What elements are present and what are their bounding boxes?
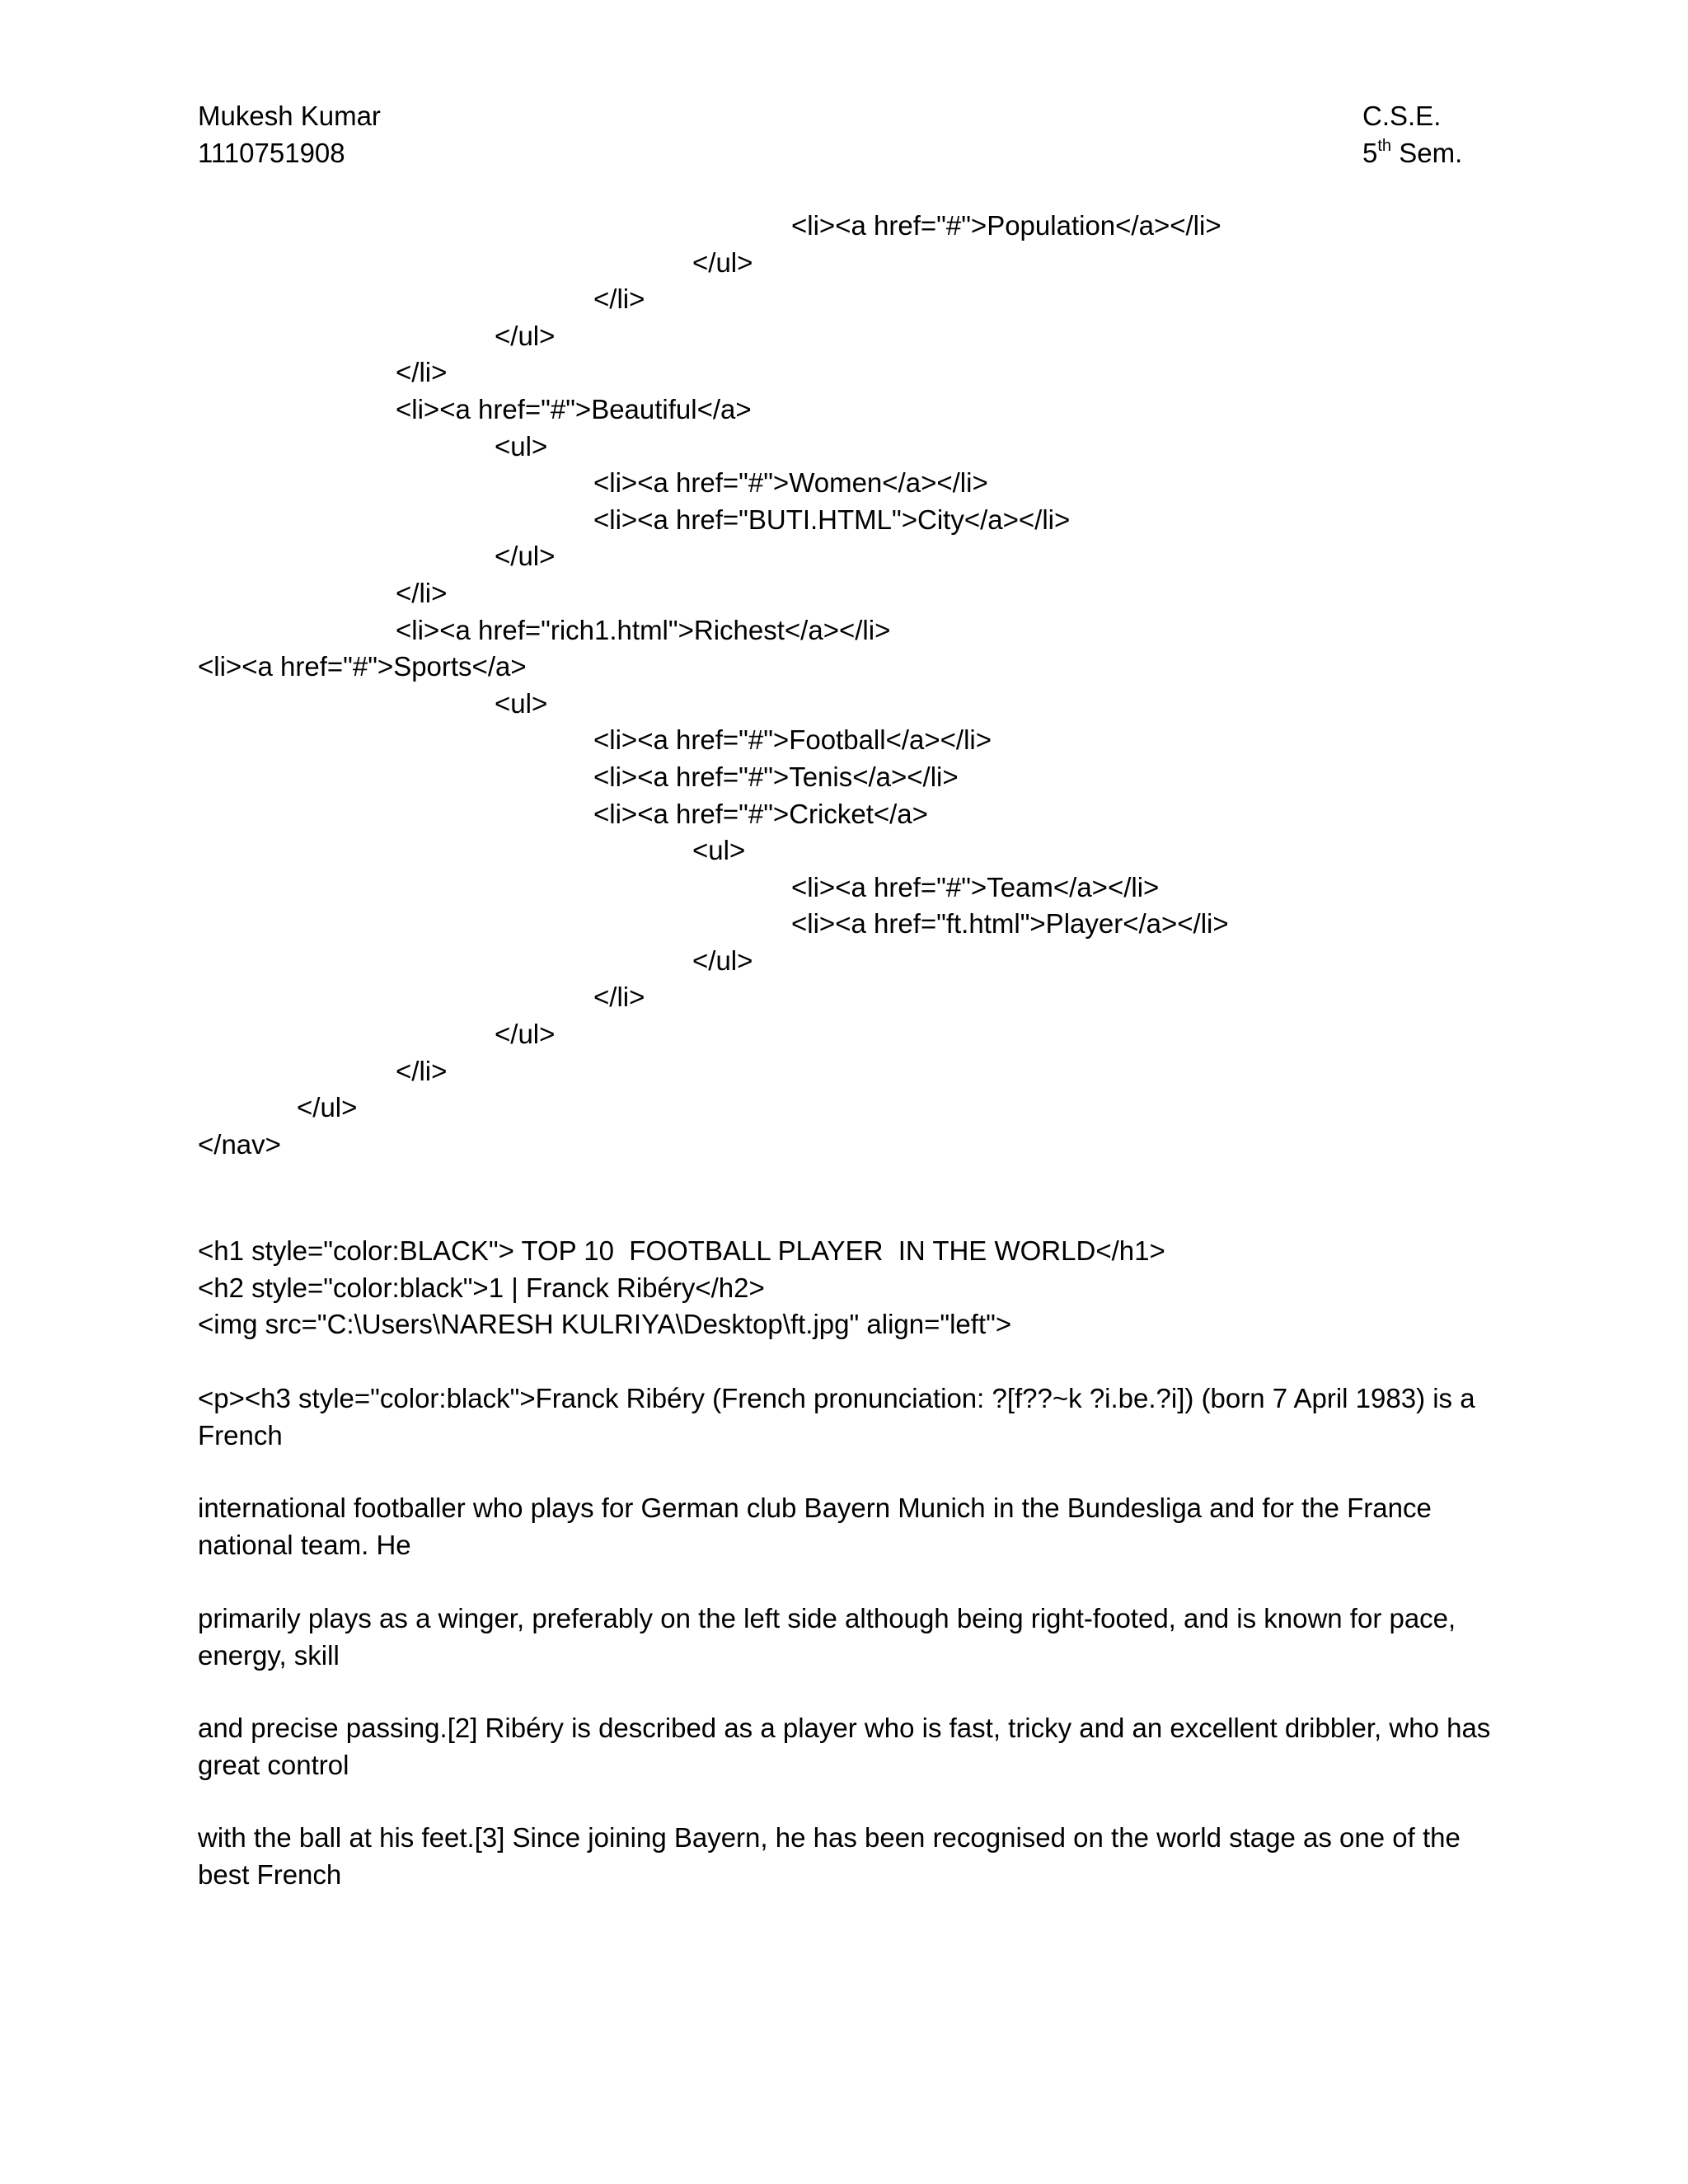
code-line: <li><a href="#">Cricket</a> bbox=[593, 798, 928, 829]
code-line: <li><a href="rich1.html">Richest</a></li> bbox=[396, 614, 891, 645]
code-line: </ul> bbox=[495, 541, 556, 572]
code-line: <ul> bbox=[495, 430, 548, 462]
code-line: </li> bbox=[593, 284, 645, 315]
nav-code-listing bbox=[198, 208, 1500, 1163]
code-line: <li><a href="ft.html">Player</a></li> bbox=[791, 908, 1229, 940]
semester-number: 5 bbox=[1362, 138, 1378, 168]
code-line: <li><a href="#">Population</a></li> bbox=[791, 210, 1221, 241]
html-line: <h2 style="color:black">1 | Franck Ribéry</h2> bbox=[198, 1272, 765, 1303]
paragraph-1: <p><h3 style="color:black">Franck Ribéry (French pronunciation: ?[f??~k ?i.be.?i]) (born 7 April 1983) is a French bbox=[198, 1383, 1475, 1451]
code-line: <li><a href="BUTI.HTML">City</a></li> bbox=[593, 504, 1071, 535]
html-line: <h1 style="color:BLACK"> TOP 10 FOOTBALL PLAYER IN THE WORLD</h1> bbox=[198, 1235, 1165, 1266]
code-line: </li> bbox=[396, 1055, 448, 1086]
roll-number: 1110751908 bbox=[198, 138, 345, 168]
semester-word: Sem. bbox=[1391, 138, 1463, 168]
code-line: </ul> bbox=[692, 944, 753, 976]
paragraph-3: primarily plays as a winger, preferably on the left side although being right-footed, and is known for pace, energy, skill bbox=[198, 1603, 1456, 1671]
code-line: </ul> bbox=[692, 246, 753, 278]
code-line: </ul> bbox=[495, 320, 556, 351]
paragraph-5: with the ball at his feet.[3] Since joining Bayern, he has been recognised on the world stage as one of the best French bbox=[198, 1822, 1461, 1890]
paragraph-4: and precise passing.[2] Ribéry is described as a player who is fast, tricky and an excellent dribbler, who has great control bbox=[198, 1713, 1491, 1780]
code-line: <li><a href="#">Beautiful</a> bbox=[396, 393, 752, 424]
code-line: <li><a href="#">Sports</a> bbox=[198, 651, 527, 682]
html-line: <img src="C:\Users\NARESH KULRIYA\Desktop\ft.jpg" align="left"> bbox=[198, 1309, 1012, 1340]
semester-ordinal: th bbox=[1377, 137, 1392, 155]
code-line: <li><a href="#">Women</a></li> bbox=[593, 467, 988, 499]
code-line: </nav> bbox=[198, 1128, 281, 1160]
code-line: <li><a href="#">Football</a></li> bbox=[593, 724, 992, 756]
code-line: <ul> bbox=[495, 687, 548, 719]
code-line: <li><a href="#">Team</a></li> bbox=[791, 871, 1160, 902]
code-line: </ul> bbox=[297, 1092, 358, 1123]
code-line: </li> bbox=[593, 982, 645, 1013]
student-name: Mukesh Kumar bbox=[198, 101, 381, 131]
paragraph-2: international footballer who plays for German club Bayern Munich in the Bundesliga and for the France national team. He bbox=[198, 1493, 1432, 1560]
semester bbox=[1362, 134, 1462, 171]
code-line: <li><a href="#">Tenis</a></li> bbox=[593, 761, 959, 792]
code-line: </li> bbox=[396, 357, 448, 388]
code-line: </ul> bbox=[495, 1019, 556, 1050]
code-line: <ul> bbox=[692, 835, 746, 866]
code-line: </li> bbox=[396, 577, 448, 608]
html-code-listing bbox=[198, 1233, 1500, 1343]
branch: C.S.E. bbox=[1362, 101, 1442, 131]
